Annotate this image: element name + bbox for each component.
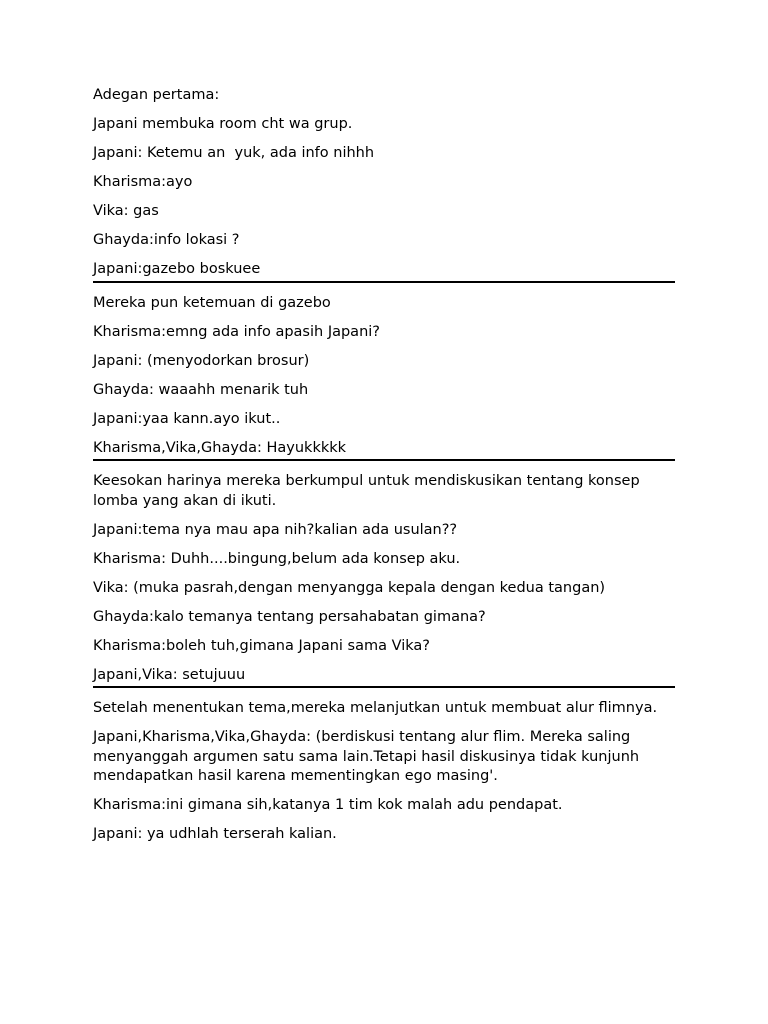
dialogue-line: Japani:tema nya mau apa nih?kalian ada usulan?? [93,521,458,538]
dialogue-line: Kharisma:emng ada info apasih Japani? [93,323,380,340]
narration-line: Mereka pun ketemuan di gazebo [93,294,331,311]
dialogue-line: Ghayda: waaahh menarik tuh [93,381,309,398]
dialogue-line: Japani:yaa kann.ayo ikut.. [93,410,281,427]
dialogue-line: Ghayda:info lokasi ? [93,232,240,248]
dialogue-line: Japani: ya udhlah terserah kalian. [93,826,337,842]
scene-title: Adegan pertama: [93,87,220,103]
dialogue-line: Kharisma,Vika,Ghayda: Hayukkkkk [93,439,347,456]
dialogue-line: Japani: (menyodorkan brosur) [93,352,310,369]
scene-section-2 [93,294,675,462]
narration-line: Setelah menentukan tema,mereka melanjutkan untuk membuat alur flimnya. [93,700,658,716]
dialogue-line: Vika: gas [93,203,159,219]
scene-section-4 [93,699,675,845]
scene-section-3 [93,472,675,688]
dialogue-line: Vika: (muka pasrah,dengan menyangga kepala dengan kedua tangan) [93,579,606,596]
dialogue-line: Kharisma:boleh tuh,gimana Japani sama Vika? [93,637,430,654]
dialogue-line: Kharisma:ayo [93,174,193,190]
dialogue-line: Ghayda:kalo temanya tentang persahabatan gimana? [93,608,486,625]
dialogue-line: Japani: Ketemu an yuk, ada info nihhh [93,145,375,161]
dialogue-line: Kharisma:ini gimana sih,katanya 1 tim kok malah adu pendapat. [93,797,563,813]
dialogue-line: Japani:gazebo boskuee [93,261,261,277]
narration-line: Keesokan harinya mereka berkumpul untuk mendiskusikan tentang konsep lomba yang akan di ikuti. [93,473,645,509]
scene-section-1 [93,86,675,283]
dialogue-line: Japani,Kharisma,Vika,Ghayda: (berdiskusi tentang alur flim. Mereka saling menyanggah argumen satu sama lain.Tetapi hasil diskusinya tidak kunjunh mendapatkan hasil karena mementingkan ego masing'. [93,729,644,784]
dialogue-line: Japani,Vika: setujuuu [93,666,246,683]
dialogue-line: Kharisma: Duhh....bingung,belum ada konsep aku. [93,550,461,567]
dialogue-line: Japani membuka room cht wa grup. [93,116,353,132]
